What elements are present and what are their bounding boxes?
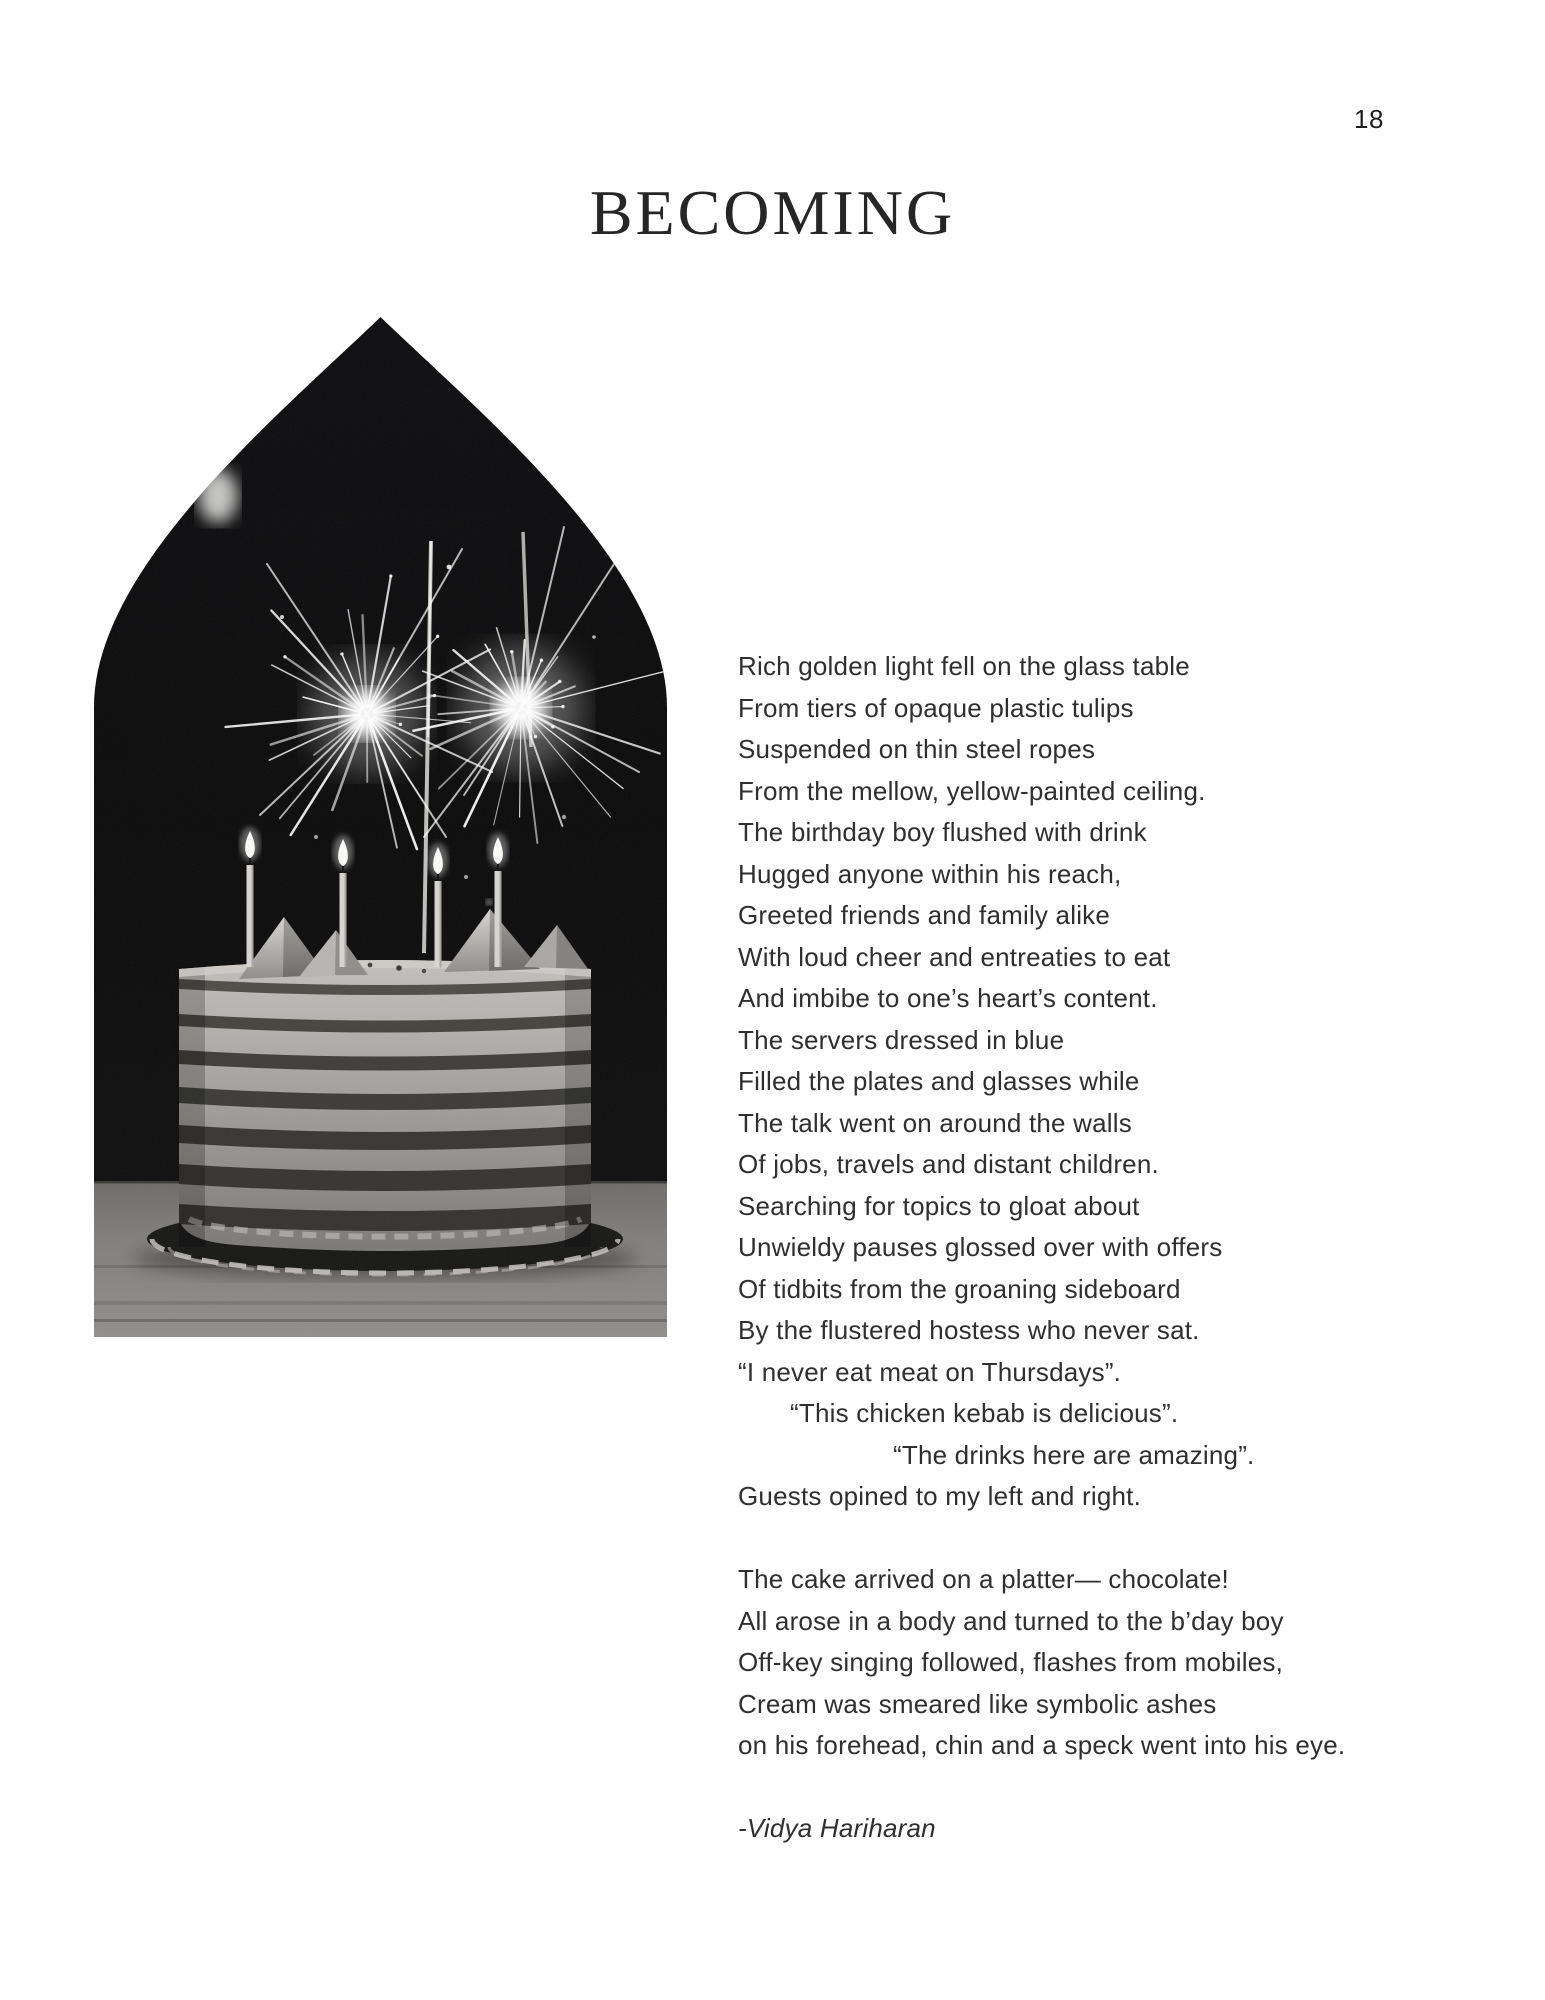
poem-line: Greeted friends and family alike	[738, 900, 1111, 930]
poem-line: From tiers of opaque plastic tulips	[738, 692, 1134, 723]
poem-line: With loud cheer and entreaties to eat	[738, 941, 1171, 972]
poem-line: By the flustered hostess who never sat.	[738, 1315, 1200, 1345]
poem-line: The birthday boy flushed with drink	[738, 817, 1147, 847]
poem-line: Suspended on thin steel ropes	[738, 734, 1096, 764]
poem-line: Filled the plates and glasses while	[738, 1066, 1140, 1096]
poem-line: All arose in a body and turned to the b’day boy	[738, 1605, 1284, 1636]
poem-line	[738, 1518, 1498, 1560]
cake-photo-svg	[94, 317, 667, 1337]
poem-line: The servers dressed in blue	[738, 1024, 1065, 1055]
poem-line: Off-key singing followed, flashes from mobiles,	[738, 1647, 1284, 1677]
poem-line: Searching for topics to gloat about	[738, 1190, 1140, 1221]
poem	[738, 646, 1498, 1850]
poem-line: “The drinks here are amazing”.	[893, 1439, 1255, 1470]
poem-line: From the mellow, yellow-painted ceiling.	[738, 775, 1206, 806]
poem-line: Rich golden light fell on the glass table	[738, 651, 1190, 681]
poem-line: The talk went on around the walls	[738, 1107, 1132, 1138]
poem-line: Of jobs, travels and distant children.	[738, 1149, 1159, 1179]
poem-line: “This chicken kebab is delicious”.	[790, 1398, 1179, 1428]
poem-line: Unwieldy pauses glossed over with offers	[738, 1232, 1223, 1262]
cake-photo	[94, 317, 667, 1337]
poem-line: And imbibe to one’s heart’s content.	[738, 983, 1158, 1013]
poem-line: “I never eat meat on Thursdays”.	[738, 1356, 1122, 1387]
page-number: 18	[1354, 104, 1384, 134]
author-credit: -Vidya Hariharan	[738, 1813, 936, 1843]
page-title: BECOMING	[589, 177, 956, 248]
poem-line: Guests opined to my left and right.	[738, 1481, 1141, 1511]
poem-line: The cake arrived on a platter— chocolate!	[738, 1564, 1229, 1594]
poem-lines	[738, 646, 1498, 1767]
poem-line: Hugged anyone within his reach,	[738, 858, 1122, 889]
poem-line: Of tidbits from the groaning sideboard	[738, 1273, 1181, 1304]
poem-line: Cream was smeared like symbolic ashes	[738, 1688, 1217, 1719]
poem-line: on his forehead, chin and a speck went into his eye.	[738, 1730, 1346, 1760]
